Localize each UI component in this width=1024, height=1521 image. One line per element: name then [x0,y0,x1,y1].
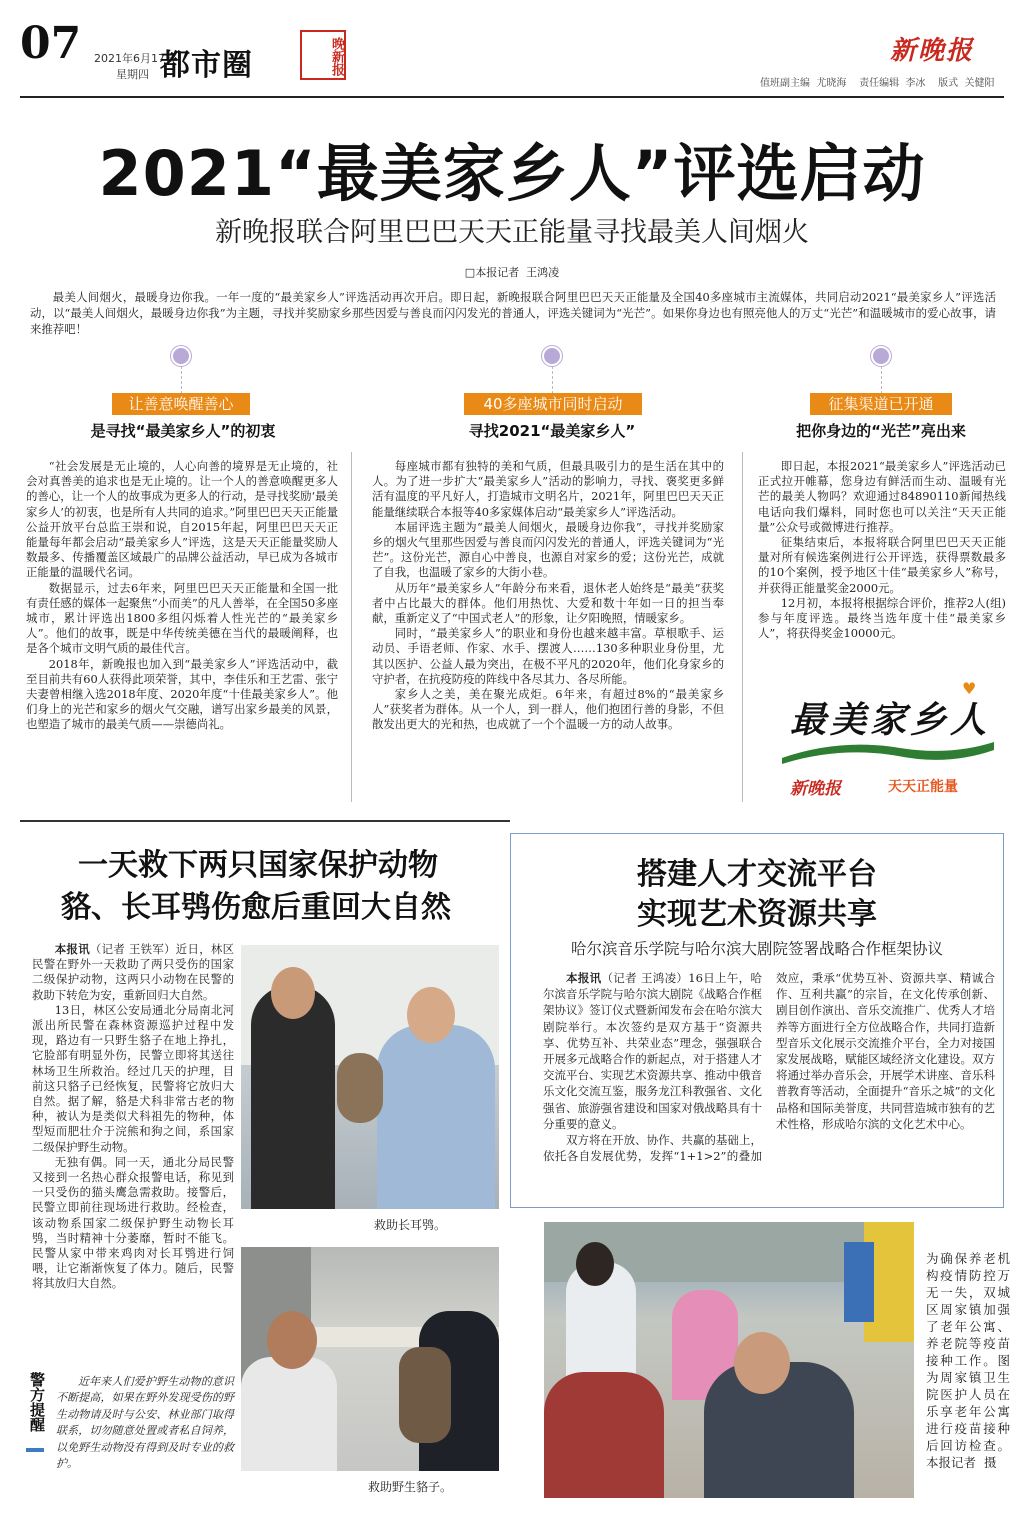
animal-headline-line1: 一天救下两只国家保护动物 [78,848,438,883]
lead-reporter: （记者 王鸿凌） [601,971,689,985]
campaign-logo-brand1: 新晚报 [790,779,841,799]
header-rule [20,96,1004,98]
music-body [543,970,995,1164]
owl-rescue-photo [241,945,499,1209]
person-left-head [271,967,315,1019]
flag-blue [844,1242,874,1322]
campaign-logo-title: 最美家乡人 [789,699,990,741]
lead-text: 近日，林区民警在野外一天救助了两只受伤的国家二级保护动物，这两只小动物在民警的救助下转危为安，重新回归大自然。 [32,942,234,1002]
lead-text: 16日上午，哈尔滨音乐学院与哈尔滨大剧院《战略合作框架协议》签订仪式暨新闻发布会在哈尔滨大剧院举行。本次签约是双方基于“资源共享、优势互补、共荣业态”理念，强强联合开展多元战略合作的新起点，对于搭建人才交流平台、实现艺术资源共享、推动中俄音乐文化交流互鉴，服务龙江科教强省、文化强省、旅游强省建设和国家对俄战略具有十分重要的意义。 [543,971,763,1131]
vaccination-caption [926,1250,1010,1471]
patient-left-figure [544,1372,664,1498]
lead-headline: 2021“最美家乡人”评选启动 [98,137,926,210]
marker-dot [171,346,191,366]
heart-icon: ♥ [962,679,977,698]
person-left-head [267,1311,317,1369]
police-tip-text: 近年来人们爱护野生动物的意识不断提高，如果在野外发现受伤的野生动物请及时与公安、林业部门取得联系，切勿随意处置或者私自饲养，以免野生动物没有得到及时专业的救护。 [56,1375,234,1471]
tip-bar [26,1448,44,1452]
elderly-head [734,1332,790,1394]
vaccination-caption-text: 为确保养老机构疫情防控万无一失，双城区周家镇加强了老年公寓、养老院等疫苗接种工作。图为周家镇卫生院医护人员在乐享老年公寓进行疫苗接种后回访检查。 [926,1251,1010,1453]
lead-intro [30,289,996,337]
column-tag: 40多座城市同时启动 [464,393,642,415]
music-headline-line1: 搭建人才交流平台 [637,857,877,892]
paragraph: 每座城市都有独特的美和气质，但最具吸引力的是生活在其中的人。为了进一步扩大“最美家乡人”活动的影响力，寻找、褒奖更多鲜活有温度的平凡好人，打造城市文明名片，2021年，阿里巴巴天天正能量继续联合本报等40多家媒体启动“最美家乡人”评选活动。 [372,459,724,519]
police-tip-body [56,1374,234,1472]
paragraph [32,942,234,1003]
nurse-head [576,1242,614,1286]
section-rule [20,820,510,822]
marker-dot [542,346,562,366]
officer-head [407,987,455,1043]
paragraph: 征集结束后，本报将联合阿里巴巴天天正能量对所有候选案例进行公开评选，获得票数最多的10个案例，授予地区十佳“最美家乡人”称号，并获得正能量奖金2000元。 [758,535,1006,595]
raccoon-dog-figure [399,1347,451,1443]
column-tag: 征集渠道已开通 [810,393,952,415]
police-tip-label [26,1372,46,1432]
person-left-figure [241,1357,337,1471]
section-seal-text: 晚新报 [329,37,344,76]
paragraph: 无独有偶。同一天，通北分局民警又接到一名热心群众报警电话，称见到一只受伤的猫头鹰急需救助。接警后，民警立即前往现场进行救助。经检查，该动物系国家二级保护野生动物长耳鸮，当时精神十分萎靡，暂时不能飞。民警从家中带来鸡肉对长耳鸮进行饲喂，让它渐渐恢复了体力。随后，民警将其放归大自然。 [32,1154,234,1291]
paragraph: 2018年，新晚报也加入到“最美家乡人”评选活动中，截至目前共有60人获得此项荣誉，其中，李佳乐和王艺雷、张宁夫妻曾相继入选2018年度、2020年度“十佳最美家乡人”。他们身上的光芒和家乡的烟火气交融，谱写出家乡最美的风景，也塑造了城市的最美气质——崇德尚礼。 [26,656,338,732]
raccoon-photo-caption: 救助野生貉子。 [367,1480,452,1494]
section-seal [300,30,346,80]
lead-label: 本报讯 [566,971,602,985]
green-swoosh-icon [780,736,996,766]
paragraph: “社会发展是无止境的，人心向善的境界是无止境的，社会对真善美的追求也是无止境的。让一个人的善意唤醒更多人的善心，让一个人的故事成为更多人的行动，是寻找奖励‘最美家乡人’的初衷，也是所有人共同的追求。”阿里巴巴天天正能量公益开放平台总监王崇和说，自2015年起，阿里巴巴天天正能量每年都会启动“最美家乡人”评选，这是天天正能量奖励人数最多、传播覆盖区域最广的品牌公益活动，早已成为各城市正能量的温暖代名词。 [26,459,338,580]
paragraph: 数据显示，过去6年来，阿里巴巴天天正能量和全国一批有责任感的媒体一起聚焦“小而美”的凡人善举，在全国50多座城市，累计评选出1800多组闪烁着人性光芒的“最美家乡人”。他们的故事，既是中华传统美德在当代的最暖阐释，也是各个城市文明气质的最佳代言。 [26,580,338,656]
paragraph: 本届评选主题为“最美人间烟火，最暖身边你我”，寻找并奖励家乡的烟火气里那些因爱与善良而闪闪发光的普通人，评选关键词为“光芒”。这份光芒，源自心中善良，也源自对家乡的爱；这份光芒，成就了自我，也温暖了家乡的大街小巷。 [372,519,724,580]
paragraph: 即日起，本报2021“最美家乡人”评选活动已正式拉开帷幕，您身边有鲜活而生动、温暖有光芒的最美人物吗？欢迎通过84890110新闻热线电话向我们爆料，同时您也可以关注“天天正能量”公众号或微博进行推荐。 [758,459,1006,534]
page-number: 07 [20,18,82,69]
music-subheadline: 哈尔滨音乐学院与哈尔滨大剧院签署战略合作框架协议 [570,940,943,958]
paragraph: 12月初，本报将根据综合评价，推荐2人(组)参与年度评选。最终当选年度十佳“最美家乡人”，将获得奖金10000元。 [758,595,1006,641]
column-subhead: 是寻找“最美家乡人”的初衷 [90,422,276,440]
paragraph: 双方将在开放、协作、共赢的基础上，依托各自发展优势，发挥“1+1>2”的叠加效应，秉承“优势互补、资源共享、精诚合作、互利共赢”的宗旨，在文化传承创新、剧目创作演出、音乐交流推广、优秀人才培养等方面进行全方位战略合作，共同打造新型音乐文化展示交流推介平台，全力对接国家发展战略，赋能区域经济文化建设。双方将通过举办音乐会，开展学术讲座、音乐科普教育等活动，全面提升“音乐之城”的文化品格和国际美誉度，共同营造城市独有的艺术性格，形成哈尔滨的文化艺术中心。 [543,971,995,1164]
vaccination-photo [544,1222,914,1498]
lead-reporter: （记者 王铁军） [89,942,176,956]
lead-intro-text: 最美人间烟火，最暖身边你我。一年一度的“最美家乡人”评选活动再次开启。即日起，新晚报联合阿里巴巴天天正能量及全国40多座城市主流媒体，共同启动2021“最美家乡人”评选活动，以“最美人间烟火，最暖身边你我”为主题，寻找并奖励家乡那些因爱与善良而闪闪发光的普通人，评选关键词为“光芒”。如果你身边也有照亮他人的万丈“光芒”和温暖城市的爱心故事，请来推荐吧！ [30,290,996,336]
column-divider [351,452,352,802]
animal-headline-line2: 貉、长耳鸮伤愈后重回大自然 [61,890,451,925]
paragraph: 家乡人之美，美在聚光成炬。6年来，有超过8%的“最美家乡人”获奖者为群体。从一个人，到一群人，他们抱团行善的身影，不但散发出更大的光和热，也成就了一个个温暖一方的动人故事。 [372,687,724,732]
paragraph: 从历年“最美家乡人”年龄分布来看，退休老人始终是“最美”获奖者中占比最大的群体。他们用热忱、大爱和数十年如一日的担当奉献，重新定义了“中国式老人”的形象，让夕阳晚照，情暖家乡。 [372,580,724,626]
column-divider [742,452,743,802]
paragraph: 同时，“最美家乡人”的职业和身份也越来越丰富。草根歌手、运动员、手语老师、作家、水手、摆渡人……130多种职业身份里，尤其以医护、公益人最为突出，在极不平凡的2020年，他们化身家乡的守护者，在抗疫防疫的阵线中各尽其力、各尽所能。 [372,626,724,686]
column-body [372,459,724,733]
column-body [758,459,1006,641]
owl-figure [337,1053,383,1123]
animal-body [32,942,234,1292]
lead-label: 本报讯 [54,942,90,956]
owl-photo-caption: 救助长耳鸮。 [373,1218,446,1232]
vaccination-credit: 本报记者 摄 [926,1455,997,1470]
brand-logo: 新晚报 [890,36,975,66]
campaign-logo [772,680,1004,800]
music-headline-line2: 实现艺术资源共享 [637,897,877,932]
paragraph [543,970,762,1132]
police-tip-label-text: 警方提醒 [28,1372,46,1432]
raccoon-dog-photo [241,1247,499,1471]
issue-date: 2021年6月17日 [94,52,176,65]
lead-subheadline: 新晚报联合阿里巴巴天天正能量寻找最美人间烟火 [215,217,809,248]
column-subhead: 把你身边的“光芒”亮出来 [796,422,966,440]
marker-dot [871,346,891,366]
column-body [26,459,338,733]
issue-weekday: 星期四 [116,68,149,81]
editor-credits: 值班副主编 尤晓海 责任编辑 李冰 版式 关健阳 [760,78,995,89]
column-subhead: 寻找2021“最美家乡人” [468,422,636,440]
paragraph: 13日，林区公安局通北分局南北河派出所民警在森林资源巡护过程中发现，路边有一只野生貉子在地上挣扎，它脸部有明显外伤，民警立即将其送往林场卫生所救治。经过几天的护理，目前这只貉子已经恢复，民警将它放归大自然。据了解，貉是犬科非常古老的物种，被认为是类似犬科祖先的物种，体型短而肥壮介于浣熊和狗之间，系国家二级保护野生动物。 [32,1002,234,1154]
column-tag: 让善意唤醒善心 [112,393,250,415]
lead-byline: □本报记者 王鸿凌 [464,266,560,279]
campaign-logo-brand2: 天天正能量 [888,779,958,795]
officer-figure [377,1025,495,1209]
section-title: 都市圈 [160,48,253,83]
